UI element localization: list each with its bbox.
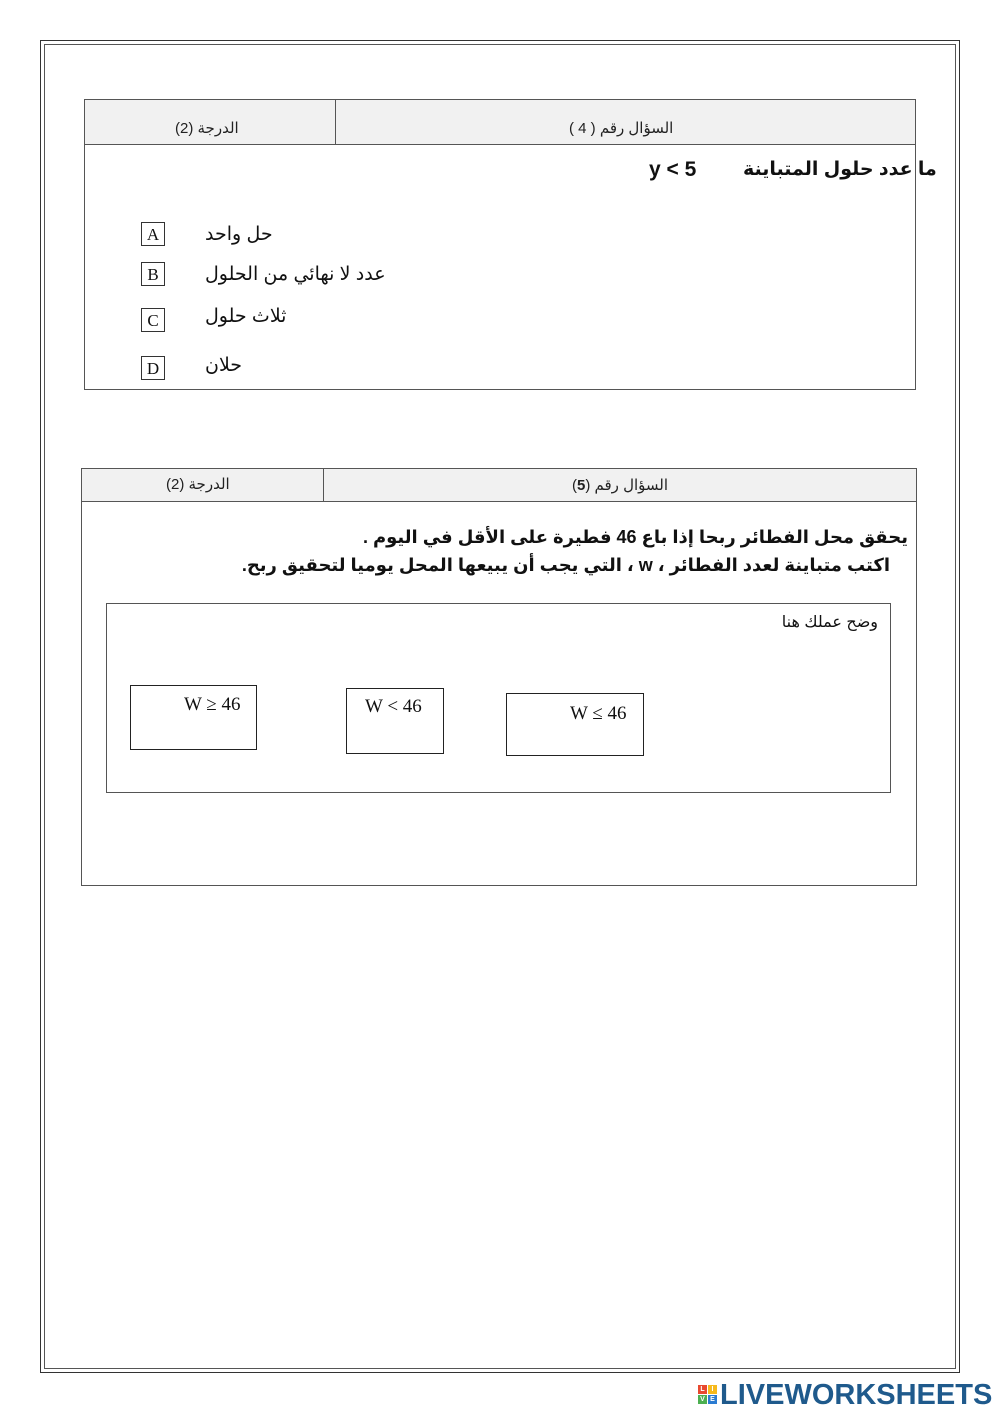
option-d-letter[interactable]: D [141, 356, 165, 380]
question-4-expression: y < 5 [649, 158, 697, 181]
question-5-grade: الدرجة (2) [166, 476, 230, 493]
question-5-number [572, 476, 668, 494]
question-5-line-2: اكتب متباينة لعدد الفطائر ، w ، التي يجب أن يبيعها المحل يوميا لتحقيق ربح. [241, 555, 890, 575]
question-4-grade: الدرجة (2) [175, 120, 239, 137]
question-4-number: السؤال رقم ( 4 ) [569, 120, 674, 137]
answer-box-3[interactable] [506, 693, 644, 756]
work-area[interactable] [106, 603, 891, 793]
question-4-box [84, 99, 937, 390]
logo-cell-l: L [698, 1385, 707, 1394]
header-divider [323, 469, 324, 502]
question-5-box [81, 468, 917, 886]
logo-cell-v: V [698, 1395, 707, 1404]
brand-name: LIVEWORKSHEETS [720, 1379, 993, 1411]
answer-text-3: W ≤ 46 [570, 703, 627, 724]
header-divider [335, 100, 336, 145]
answer-text-1: W ≥ 46 [184, 694, 241, 715]
option-b[interactable] [141, 262, 401, 290]
question-4-prompt: ما عدد حلول المتباينة [743, 159, 937, 180]
question-5-line-1: يحقق محل الفطائر ربحا إذا باع 46 فطيرة على الأقل في اليوم . [362, 527, 908, 547]
option-a-text: حل واحد [205, 224, 273, 245]
option-a-letter[interactable]: A [141, 222, 165, 246]
question-5-number-prefix: السؤال رقم ( [585, 477, 669, 494]
logo-cell-e: E [708, 1395, 717, 1404]
logo-mark-icon [698, 1385, 718, 1405]
question-5-number-suffix: ) [572, 477, 577, 494]
option-c-letter[interactable]: C [141, 308, 165, 332]
answer-text-2: W < 46 [365, 696, 422, 717]
option-c[interactable] [141, 308, 401, 336]
option-d-text: حلان [205, 355, 243, 376]
answer-box-2[interactable] [346, 688, 444, 754]
liveworksheets-logo [698, 1380, 998, 1412]
logo-cell-i: I [708, 1385, 717, 1394]
option-d[interactable] [141, 356, 401, 384]
option-b-text: عدد لا نهائي من الحلول [205, 264, 386, 285]
answer-box-1[interactable] [130, 685, 257, 750]
question-5-number-value: 5 [577, 477, 586, 494]
option-a[interactable] [141, 222, 401, 250]
option-b-letter[interactable]: B [141, 262, 165, 286]
work-area-label: وضح عملك هنا [781, 614, 878, 631]
option-c-text: ثلاث حلول [205, 306, 287, 327]
